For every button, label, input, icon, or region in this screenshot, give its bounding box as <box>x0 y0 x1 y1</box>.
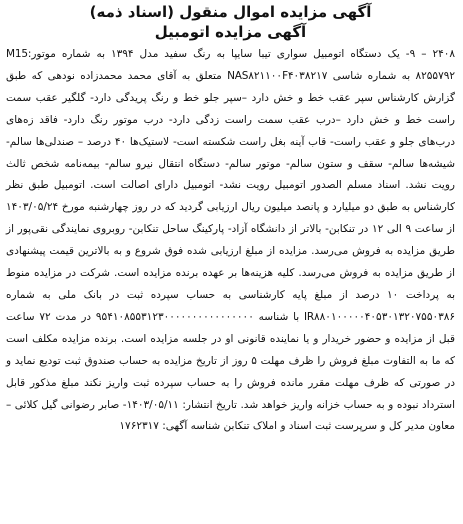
notice-body: ۲۴۰۸ – ۹- یک دستگاه اتومبیل سواری تیبا سایپا به رنگ سفید مدل ۱۳۹۴ به شماره موتور:M15 ۸۲۵۵۷۹۲ به شماره شاسی NAS۸۲۱۱۰۰F۴۰۳۸۲۱۷ متعلق به آقای محمد محمدزاده نودهی که طبق گزارش کارشناس سپر عقب خط و خش دارد –سپر جلو خط و رنگ پریدگی دارد- گلگیر عقب سمت راست خط و خش دارد –درب عقب سمت راست زدگی دارد- درب موتور رنگ دارد- فاقد زه‌های درب‌های جلو و عقب راست- قاب آینه بغل راست شکسته است- لاستیک‌ها ۴۰ درصد – صندلی‌ها سالم- شیشه‌ها سالم- سقف و ستون سالم- موتور سالم- دستگاه انتقال نیرو سالم- بیمه‌نامه شخص ثالث رویت نشد. اسناد مسلم الصدور اتومبیل رویت نشد- اتومبیل دارای اصالت است. اتومبیل طبق نظر کارشناس به طبق دو میلیارد و پانصد میلیون ریال ارزیابی گردید که در روز چهارشنبه مورخ ۱۴۰۳/۰۵/۲۴ از ساعت ۹ الی ۱۲ در تنکابن- بالاتر از دانشگاه آزاد- پارکینگ ساحل تنکابن- روبروی نمایندگی نقی‌پور از طریق مزایده به فروش می‌رسد. مزایده از مبلغ ارزیابی شده فوق شروع و به بالاترین قیمت پیشنهادی از طریق مزایده به فروش می‌رسد. کلیه هزینه‌ها بر عهده برنده مزایده است. شرکت در مزایده منوط به پرداخت ۱۰ درصد از مبلغ پایه کارشناسی به حساب سپرده ثبت در بانک ملی به شماره IR۸۸۰۱۰۰۰۰۰۴۰۵۳۰۱۳۲۰۷۵۵۰۳۸۶ با شناسه ۹۵۴۱۰۸۵۵۳۱۲۳۰۰۰۰۰۰۰۰۰۰۰۰۰۰۰۰ در مدت ۷۲ ساعت قبل از مزایده و حضور خریدار و یا نماینده قانونی او در جلسه مزایده است. برنده مزایده مکلف است که ما به التفاوت مبلغ فروش را ظرف مهلت ۵ روز از تاریخ مزایده به حساب صندوق ثبت تودیع نماید و در صورتی که ظرف مهلت مقرر مانده فروش را به حساب سپرده ثبت واریز نکند مبلغ مذکور قابل استرداد نبوده و به حساب خزانه واریز خواهد شد. تاریخ انتشار: ۱۴۰۳/۰۵/۱۱- صابر رضوانی گیل کلائی – معاون مدیر کل و سرپرست ثبت اسناد و املاک تنکابن شناسه آگهی: ۱۷۶۲۳۱۷ <box>6 48 456 433</box>
notice-subtitle: آگهی مزایده اتومبیل <box>154 23 307 41</box>
notice-title: آگهی مزایده اموال منقول (اسناد ذمه) <box>89 3 372 21</box>
